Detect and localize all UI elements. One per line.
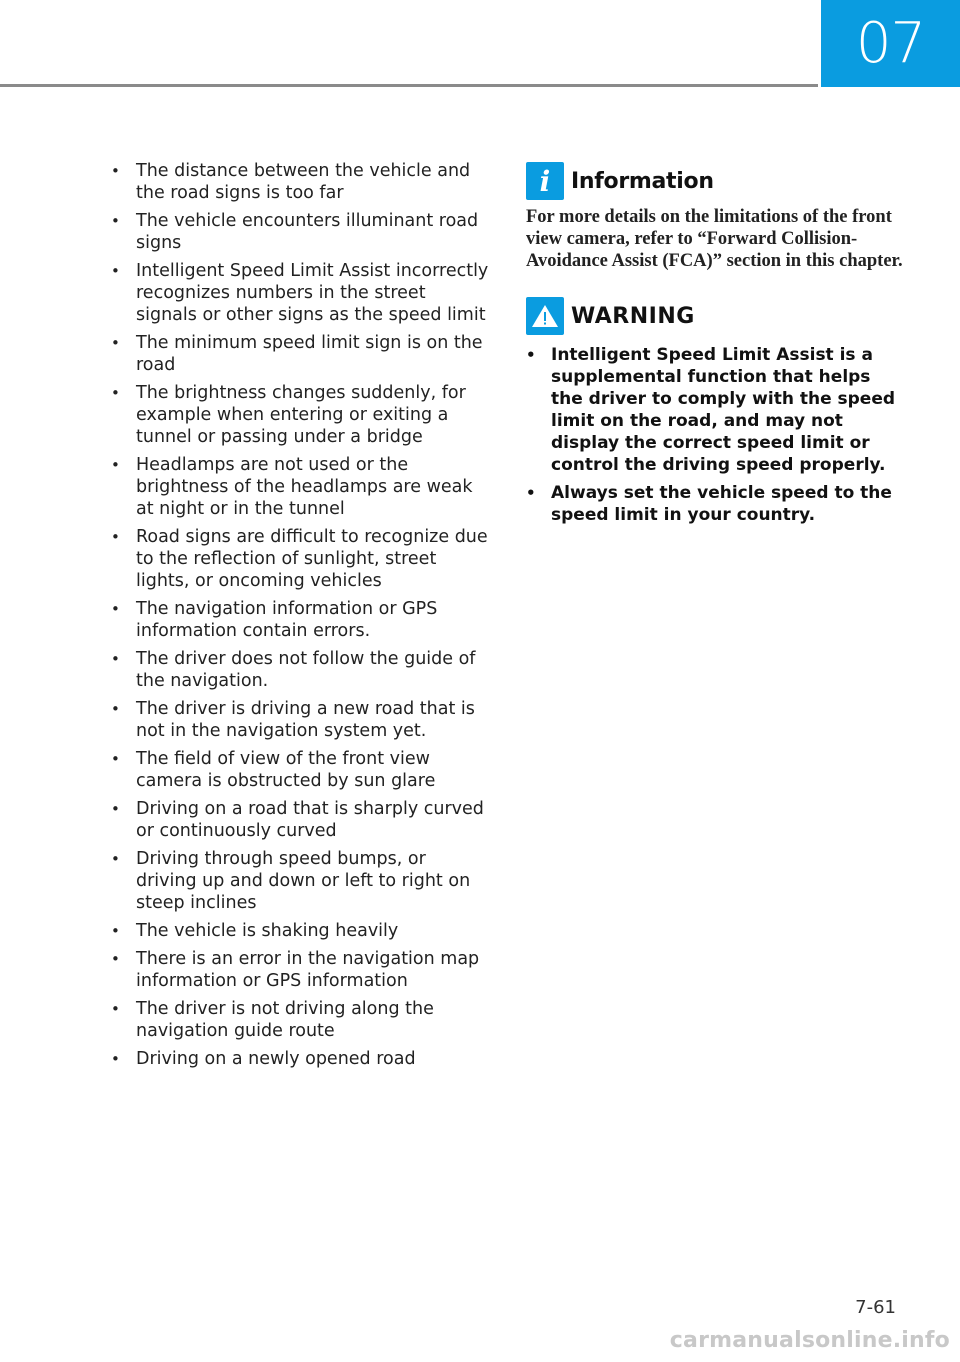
warning-title: WARNING	[571, 303, 695, 329]
warning-triangle-icon	[526, 297, 564, 335]
list-item: • Driving on a road that is sharply curved or continuously curved	[110, 798, 490, 842]
info-icon: i	[526, 162, 564, 200]
information-title: Information	[571, 168, 714, 194]
warning-header	[526, 296, 906, 336]
list-item: • The vehicle encounters illuminant road signs	[110, 210, 490, 254]
list-item: • Headlamps are not used or the brightness of the headlamps are weak at night or in the tunnel	[110, 454, 490, 520]
list-item: • The brightness changes suddenly, for example when entering or exiting a tunnel or passing under a bridge	[110, 382, 490, 448]
list-item: • Driving through speed bumps, or driving up and down or left to right on steep inclines	[110, 848, 490, 914]
list-item: • Intelligent Speed Limit Assist incorrectly recognizes numbers in the street signals or other signs as the speed limit	[110, 260, 490, 326]
information-header	[526, 160, 906, 202]
list-item: • The driver is not driving along the navigation guide route	[110, 998, 490, 1042]
list-item: • The driver is driving a new road that is not in the navigation system yet.	[110, 698, 490, 742]
conditions-list	[110, 160, 490, 1070]
notes-column	[526, 160, 906, 532]
list-item: • The minimum speed limit sign is on the road	[110, 332, 490, 376]
warning-list	[526, 344, 906, 526]
list-item: • The distance between the vehicle and the road signs is too far	[110, 160, 490, 204]
conditions-column	[110, 160, 490, 1076]
chapter-tab	[821, 0, 960, 87]
list-item: • Road signs are difficult to recognize due to the reflection of sunlight, street lights, or oncoming vehicles	[110, 526, 490, 592]
list-item: • The navigation information or GPS information contain errors.	[110, 598, 490, 642]
list-item: • The driver does not follow the guide of the navigation.	[110, 648, 490, 692]
list-item: • There is an error in the navigation map information or GPS information	[110, 948, 490, 992]
chapter-number: 07	[855, 11, 926, 76]
list-item: • The vehicle is shaking heavily	[110, 920, 490, 942]
watermark: carmanualsonline.info	[669, 1328, 950, 1353]
information-body: For more details on the limitations of the front view camera, refer to “Forward Collision-Avoidance Assist (FCA)” section in this chapter.	[526, 207, 903, 271]
list-item: • Driving on a newly opened road	[110, 1048, 490, 1070]
list-item: • Intelligent Speed Limit Assist is a supplemental function that helps the driver to comply with the speed limit on the road, and may not display the correct speed limit or control the driving speed properly.	[526, 344, 906, 476]
list-item: • Always set the vehicle speed to the speed limit in your country.	[526, 482, 906, 526]
header-rule	[0, 84, 818, 87]
list-item: • The field of view of the front view camera is obstructed by sun glare	[110, 748, 490, 792]
page-number: 7-61	[855, 1297, 896, 1318]
